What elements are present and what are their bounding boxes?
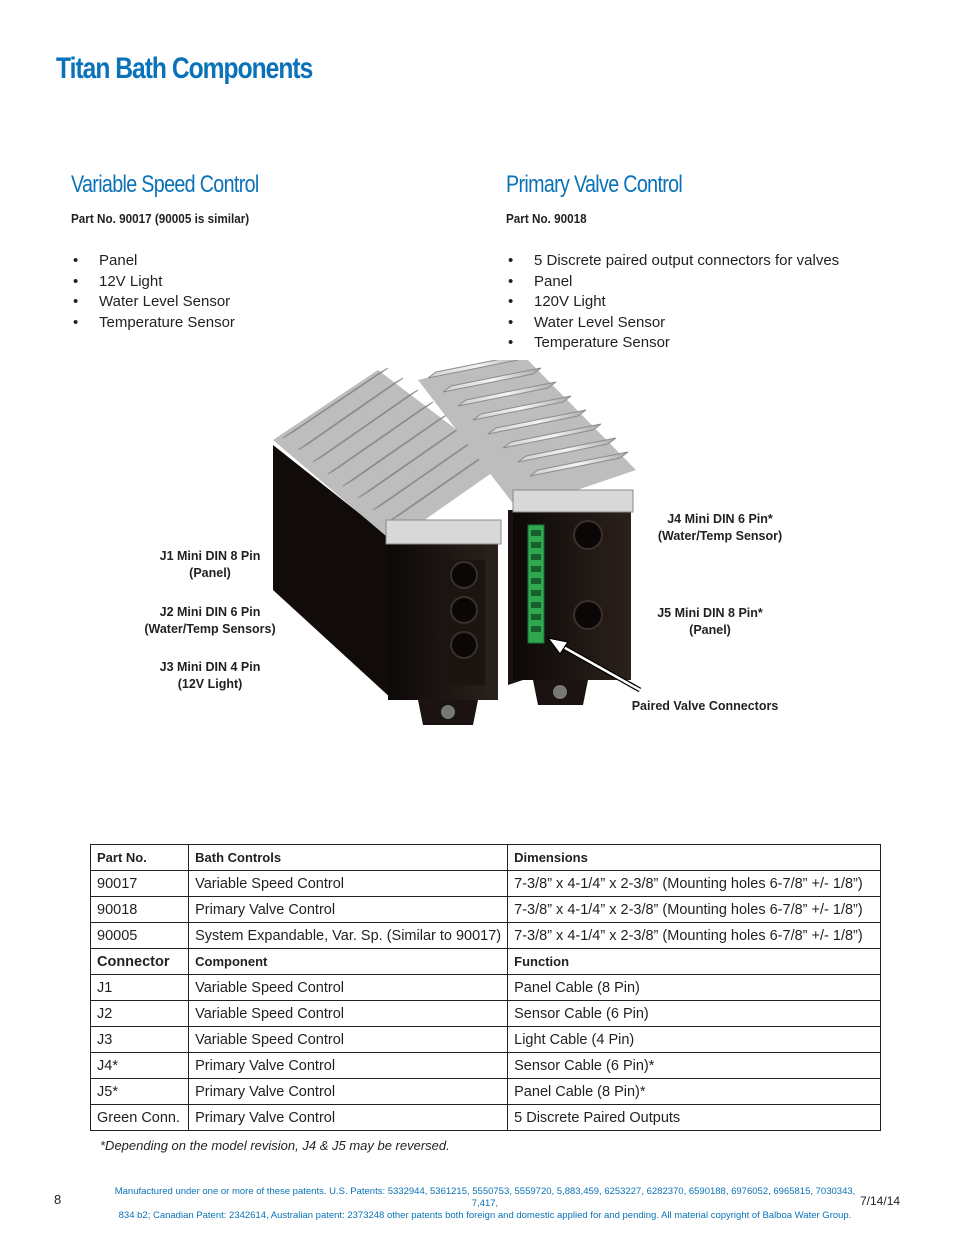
table-cell: Variable Speed Control xyxy=(189,1001,508,1027)
table-header-row xyxy=(91,845,881,871)
table-cell: J3 xyxy=(91,1027,189,1053)
feature-item: • Temperature Sensor xyxy=(506,333,839,354)
table-cell: System Expandable, Var. Sp. (Similar to 90017) xyxy=(189,923,508,949)
primary-valve-title: Primary Valve Control xyxy=(506,171,683,198)
primary-valve-features xyxy=(506,251,839,354)
callout-j2-desc: (Water/Temp Sensors) xyxy=(144,622,276,636)
feature-item: • 120V Light xyxy=(506,292,839,313)
feature-item: • Panel xyxy=(71,251,235,272)
table-cell: Primary Valve Control xyxy=(189,1105,508,1131)
table-cell: J5* xyxy=(91,1079,189,1105)
variable-speed-part-no: Part No. 90017 (90005 is similar) xyxy=(71,211,250,226)
table-row xyxy=(91,975,881,1001)
table-row xyxy=(91,923,881,949)
table-row xyxy=(91,871,881,897)
table-cell: Light Cable (4 Pin) xyxy=(508,1027,881,1053)
page-title: Titan Bath Components xyxy=(56,52,313,85)
header-cell: Component xyxy=(189,949,508,975)
primary-valve-part-no: Part No. 90018 xyxy=(506,211,587,226)
variable-speed-title: Variable Speed Control xyxy=(71,171,259,198)
table-cell: Primary Valve Control xyxy=(189,897,508,923)
table-cell: 7-3/8” x 4-1/4” x 2-3/8” (Mounting holes 6-7/8” +/- 1/8”) xyxy=(508,871,881,897)
table-cell: J1 xyxy=(91,975,189,1001)
header-cell: Bath Controls xyxy=(189,845,508,871)
table-row xyxy=(91,1027,881,1053)
table-cell: Panel Cable (8 Pin)* xyxy=(508,1079,881,1105)
table-cell: 5 Discrete Paired Outputs xyxy=(508,1105,881,1131)
revision-date: 7/14/14 xyxy=(860,1194,901,1208)
table-cell: 90018 xyxy=(91,897,189,923)
spec-table xyxy=(90,844,881,1131)
callout-j1-title: J1 Mini DIN 8 Pin xyxy=(159,549,261,563)
table-cell: 7-3/8” x 4-1/4” x 2-3/8” (Mounting holes 6-7/8” +/- 1/8”) xyxy=(508,897,881,923)
feature-item: • Water Level Sensor xyxy=(506,313,839,334)
callout-j1-desc: (Panel) xyxy=(189,566,231,580)
table-cell: Green Conn. xyxy=(91,1105,189,1131)
feature-item: • 12V Light xyxy=(71,272,235,293)
callout-j3 xyxy=(148,659,272,693)
table-cell: 90017 xyxy=(91,871,189,897)
table-cell: Variable Speed Control xyxy=(189,1027,508,1053)
callout-paired-valve: Paired Valve Connectors xyxy=(631,699,779,713)
callout-j4-title: J4 Mini DIN 6 Pin* xyxy=(667,512,773,526)
table-cell: Primary Valve Control xyxy=(189,1053,508,1079)
feature-item: • Temperature Sensor xyxy=(71,313,235,334)
feature-item: • Panel xyxy=(506,272,839,293)
callout-j4 xyxy=(650,511,790,545)
table-row xyxy=(91,897,881,923)
table-header-row xyxy=(91,949,881,975)
callout-j4-desc: (Water/Temp Sensor) xyxy=(657,529,783,543)
patent-line: 834 b2; Canadian Patent: 2342614, Australian patent: 2373248 other patents both foreign and domestic applied for and pending. All material copyright of Balboa Water Group. xyxy=(118,1210,852,1221)
table-cell: Sensor Cable (6 Pin)* xyxy=(508,1053,881,1079)
table-cell: J4* xyxy=(91,1053,189,1079)
table-row xyxy=(91,1053,881,1079)
table-cell: 7-3/8” x 4-1/4” x 2-3/8” (Mounting holes 6-7/8” +/- 1/8”) xyxy=(508,923,881,949)
table-row xyxy=(91,1105,881,1131)
page-number: 8 xyxy=(54,1192,62,1207)
patent-notice xyxy=(112,1186,858,1222)
table-cell: Sensor Cable (6 Pin) xyxy=(508,1001,881,1027)
control-units-photo xyxy=(268,360,648,740)
table-row xyxy=(91,1079,881,1105)
table-row xyxy=(91,1001,881,1027)
callout-j5-title: J5 Mini DIN 8 Pin* xyxy=(657,606,763,620)
table-cell: Variable Speed Control xyxy=(189,975,508,1001)
table-cell: Primary Valve Control xyxy=(189,1079,508,1105)
header-cell: Connector xyxy=(91,949,189,975)
callout-j5 xyxy=(645,605,775,639)
header-cell: Dimensions xyxy=(508,845,881,871)
callout-j1 xyxy=(148,548,272,582)
variable-speed-features xyxy=(71,251,235,333)
callout-j3-desc: (12V Light) xyxy=(177,677,243,691)
callout-j2-title: J2 Mini DIN 6 Pin xyxy=(159,605,261,619)
table-cell: Variable Speed Control xyxy=(189,871,508,897)
callout-j3-title: J3 Mini DIN 4 Pin xyxy=(159,660,261,674)
feature-item: • Water Level Sensor xyxy=(71,292,235,313)
footnote: *Depending on the model revision, J4 & J5 may be reversed. xyxy=(100,1138,450,1153)
feature-item: • 5 Discrete paired output connectors for valves xyxy=(506,251,839,272)
callout-j2 xyxy=(140,604,280,638)
header-cell: Part No. xyxy=(91,845,189,871)
table-cell: Panel Cable (8 Pin) xyxy=(508,975,881,1001)
callout-j5-desc: (Panel) xyxy=(689,623,731,637)
table-cell: 90005 xyxy=(91,923,189,949)
header-cell: Function xyxy=(508,949,881,975)
patent-line: Manufactured under one or more of these patents. U.S. Patents: 5332944, 5361215, 5550753, 5559720, 5,883,459, 6253227, 6282370, 6590188, 6976052, 6965815, 7030343, 7,417, xyxy=(114,1186,856,1209)
table-cell: J2 xyxy=(91,1001,189,1027)
